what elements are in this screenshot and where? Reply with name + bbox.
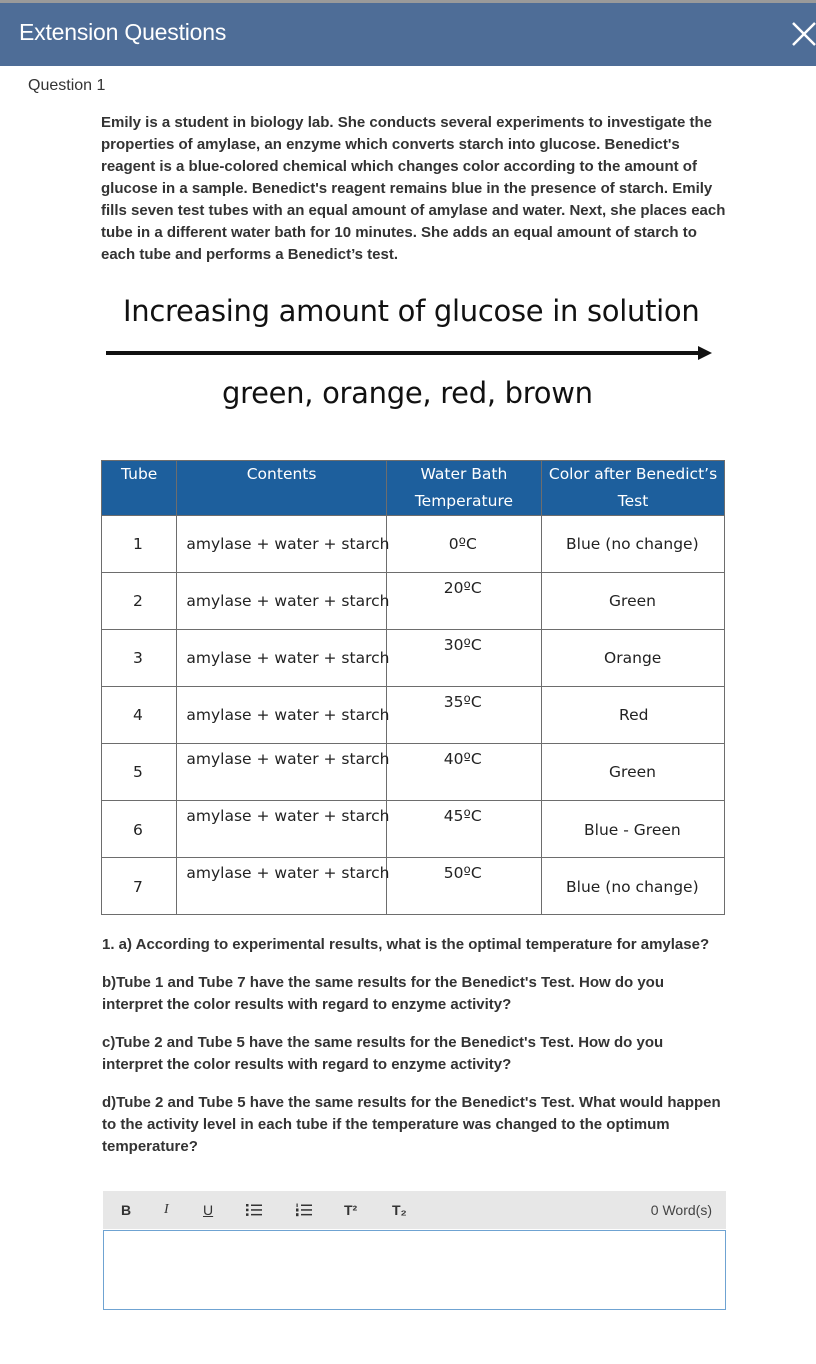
question-a: 1. a) According to experimental results, what is the optimal temperature for amylase? [102,936,710,953]
results-table [101,460,725,915]
numbered-list-icon [296,1203,312,1217]
table-row [102,801,725,858]
tube-temperature: 40ºC [443,750,482,768]
question-b: b)Tube 1 and Tube 7 have the same results for the Benedict's Test. How do you interpret the color results with regard to enzyme activity? [102,974,665,1013]
header-color-line2: Test [617,492,649,510]
editor-toolbar [103,1191,726,1229]
close-button[interactable] [790,17,816,51]
table-row [102,744,725,801]
tube-number: 3 [133,649,143,667]
tube-color: Green [609,592,656,610]
answer-textarea[interactable] [103,1230,726,1310]
tube-number: 7 [133,878,143,896]
arrow-icon [106,346,714,360]
tube-color: Blue (no change) [566,535,699,553]
header-temperature-line1: Water Bath [420,465,508,483]
header-color [542,461,725,516]
table-row [102,516,725,573]
subscript-button[interactable]: T₂ [392,1202,407,1218]
bold-button[interactable]: B [121,1202,132,1218]
italic-button[interactable]: I [164,1202,169,1217]
tube-contents: amylase + water + starch [186,864,390,882]
tube-color: Green [609,763,656,781]
tube-number: 4 [133,706,143,724]
figure-title: Increasing amount of glucose in solution [123,294,700,328]
superscript-button[interactable]: T² [344,1202,358,1218]
tube-contents: amylase + water + starch [186,592,390,610]
tube-temperature: 35ºC [443,693,482,711]
tube-color: Blue (no change) [566,878,699,896]
tube-color: Blue - Green [584,821,681,839]
tube-color: Red [619,706,649,724]
header-title: Extension Questions [19,19,227,45]
tube-number: 6 [133,821,143,839]
question-c: c)Tube 2 and Tube 5 have the same results for the Benedict's Test. How do you interpret the color results with regard to enzyme activity? [102,1034,664,1073]
table-row [102,858,725,915]
tube-temperature: 0ºC [448,535,477,553]
tube-contents: amylase + water + starch [186,649,390,667]
tube-temperature: 50ºC [443,864,482,882]
table-row [102,687,725,744]
sub-questions [102,934,722,1174]
tube-contents: amylase + water + starch [186,807,390,825]
tube-contents: amylase + water + starch [186,535,390,553]
header-temperature [386,461,541,516]
tube-contents: amylase + water + starch [186,706,390,724]
header-tube-label: Tube [121,465,158,483]
header-tube [102,461,177,516]
figure-colors: green, orange, red, brown [222,376,593,410]
tube-number: 5 [133,763,143,781]
tube-contents: amylase + water + starch [186,750,390,768]
word-count: 0 Word(s) [650,1202,712,1218]
question-d: d)Tube 2 and Tube 5 have the same results for the Benedict's Test. What would happen to the activity level in each tube if the temperature was changed to the optimum temperature? [102,1094,721,1155]
header-temperature-line2: Temperature [414,492,514,510]
tube-temperature: 30ºC [443,636,482,654]
tube-number: 1 [133,535,143,553]
bullet-list-icon [246,1203,262,1217]
tube-number: 2 [133,592,143,610]
question-intro: Emily is a student in biology lab. She conducts several experiments to investigate the properties of amylase, an enzyme which converts starch into glucose. Benedict's reagent is a blue-colored chemical which changes color according to the amount of glucose in a sample. Benedict's reagent remains blue in the presence of starch. Emily fills seven test tubes with an equal amount of amylase and water. Next, she places each tube in a different water bath for 10 minutes. She adds an equal amount of starch to each tube and performs a Benedict’s test. [101,114,726,263]
tube-temperature: 45ºC [443,807,482,825]
bullet-list-button[interactable] [246,1203,262,1220]
numbered-list-button[interactable] [296,1203,312,1220]
header-contents [177,461,386,516]
table-row [102,630,725,687]
header-color-line1: Color after Benedict’s [548,465,718,483]
underline-button[interactable]: U [203,1202,214,1218]
glucose-figure [100,288,720,428]
table-row [102,573,725,630]
table-header-row [102,461,725,516]
header-contents-label: Contents [246,465,317,483]
header-bar [0,3,816,66]
tube-color: Orange [604,649,662,667]
tube-temperature: 20ºC [443,579,482,597]
question-label: Question 1 [28,77,106,94]
close-icon [790,17,816,51]
